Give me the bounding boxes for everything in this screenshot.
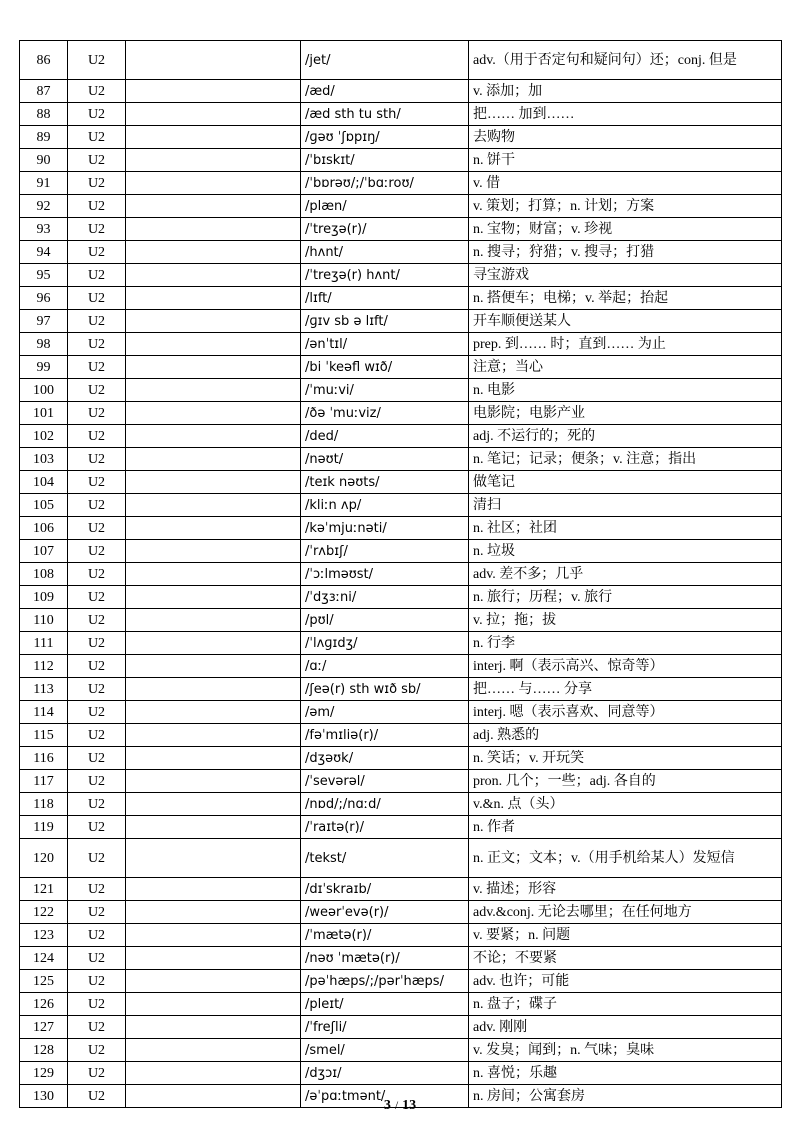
word-cell [126,747,301,770]
unit-cell: U2 [68,724,126,747]
row-number: 90 [20,149,68,172]
row-number: 124 [20,947,68,970]
meaning-cell: v. 发臭；闻到；n. 气味；臭味 [469,1039,782,1062]
word-cell [126,563,301,586]
meaning-cell: v. 借 [469,172,782,195]
unit-cell: U2 [68,1039,126,1062]
table-row [20,993,782,1016]
unit-cell: U2 [68,172,126,195]
row-number: 97 [20,310,68,333]
meaning-cell: v. 要紧；n. 问题 [469,924,782,947]
meaning-cell: adv.&conj. 无论去哪里；在任何地方 [469,901,782,924]
phonetic-cell: /smel/ [301,1039,469,1062]
table-row [20,425,782,448]
table-row [20,924,782,947]
word-cell [126,402,301,425]
word-cell [126,901,301,924]
table-row [20,356,782,379]
unit-cell: U2 [68,970,126,993]
row-number: 100 [20,379,68,402]
unit-cell: U2 [68,264,126,287]
meaning-cell: 清扫 [469,494,782,517]
word-cell [126,947,301,970]
table-row [20,172,782,195]
table-row [20,655,782,678]
unit-cell: U2 [68,924,126,947]
phonetic-cell: /ded/ [301,425,469,448]
meaning-cell: 把…… 与…… 分享 [469,678,782,701]
word-cell [126,632,301,655]
table-row [20,195,782,218]
row-number: 108 [20,563,68,586]
unit-cell: U2 [68,448,126,471]
row-number: 87 [20,80,68,103]
word-cell [126,724,301,747]
table-row [20,41,782,80]
table-row [20,586,782,609]
meaning-cell: n. 喜悦；乐趣 [469,1062,782,1085]
unit-cell: U2 [68,655,126,678]
row-number: 122 [20,901,68,924]
meaning-cell: adv. 差不多；几乎 [469,563,782,586]
table-row [20,878,782,901]
word-cell [126,471,301,494]
unit-cell: U2 [68,947,126,970]
phonetic-cell: /plæn/ [301,195,469,218]
table-row [20,970,782,993]
phonetic-cell: /teɪk nəʊts/ [301,471,469,494]
row-number: 125 [20,970,68,993]
row-number: 109 [20,586,68,609]
phonetic-cell: /ʃeə(r) sth wɪð sb/ [301,678,469,701]
row-number: 95 [20,264,68,287]
word-cell [126,448,301,471]
phonetic-cell: /ˈrʌbɪʃ/ [301,540,469,563]
table-row [20,218,782,241]
phonetic-cell: /dʒəʊk/ [301,747,469,770]
word-cell [126,149,301,172]
row-number: 102 [20,425,68,448]
phonetic-cell: /ɑː/ [301,655,469,678]
phonetic-cell: /pʊl/ [301,609,469,632]
unit-cell: U2 [68,517,126,540]
row-number: 113 [20,678,68,701]
unit-cell: U2 [68,1062,126,1085]
table-row [20,1016,782,1039]
word-cell [126,356,301,379]
word-cell [126,126,301,149]
word-cell [126,517,301,540]
meaning-cell: n. 搜寻；狩猎；v. 搜寻；打猎 [469,241,782,264]
unit-cell: U2 [68,310,126,333]
meaning-cell: adv. 刚刚 [469,1016,782,1039]
phonetic-cell: /jet/ [301,41,469,80]
word-cell [126,333,301,356]
phonetic-cell: /ðə ˈmuːviz/ [301,402,469,425]
word-cell [126,1039,301,1062]
vocabulary-table-body [20,41,782,1108]
table-row [20,149,782,172]
unit-cell: U2 [68,747,126,770]
phonetic-cell: /ˈbɪskɪt/ [301,149,469,172]
phonetic-cell: /ˈraɪtə(r)/ [301,816,469,839]
row-number: 89 [20,126,68,149]
meaning-cell: 把…… 加到…… [469,103,782,126]
phonetic-cell: /ˈfreʃli/ [301,1016,469,1039]
row-number: 86 [20,41,68,80]
unit-cell: U2 [68,471,126,494]
row-number: 115 [20,724,68,747]
table-row [20,103,782,126]
table-row [20,494,782,517]
phonetic-cell: /fəˈmɪliə(r)/ [301,724,469,747]
unit-cell: U2 [68,103,126,126]
table-row [20,126,782,149]
meaning-cell: v. 添加；加 [469,80,782,103]
table-row [20,609,782,632]
word-cell [126,241,301,264]
meaning-cell: pron. 几个；一些；adj. 各自的 [469,770,782,793]
phonetic-cell: /pleɪt/ [301,993,469,1016]
meaning-cell: n. 搭便车；电梯；v. 举起；抬起 [469,287,782,310]
word-cell [126,540,301,563]
unit-cell: U2 [68,149,126,172]
phonetic-cell: /ˈlʌɡɪdʒ/ [301,632,469,655]
meaning-cell: 注意；当心 [469,356,782,379]
word-cell [126,310,301,333]
row-number: 107 [20,540,68,563]
meaning-cell: n. 笔记；记录；便条；v. 注意；指出 [469,448,782,471]
unit-cell: U2 [68,609,126,632]
table-row [20,563,782,586]
unit-cell: U2 [68,126,126,149]
row-number: 91 [20,172,68,195]
unit-cell: U2 [68,241,126,264]
phonetic-cell: /weərˈevə(r)/ [301,901,469,924]
table-row [20,1062,782,1085]
unit-cell: U2 [68,793,126,816]
table-row [20,816,782,839]
unit-cell: U2 [68,540,126,563]
row-number: 103 [20,448,68,471]
word-cell [126,586,301,609]
word-cell [126,609,301,632]
word-cell [126,993,301,1016]
row-number: 130 [20,1085,68,1108]
table-row [20,839,782,878]
meaning-cell: interj. 啊（表示高兴、惊奇等） [469,655,782,678]
row-number: 117 [20,770,68,793]
phonetic-cell: /nəʊ ˈmætə(r)/ [301,947,469,970]
unit-cell: U2 [68,632,126,655]
phonetic-cell: /kliːn ʌp/ [301,494,469,517]
table-row [20,310,782,333]
table-row [20,793,782,816]
meaning-cell: 开车顺便送某人 [469,310,782,333]
row-number: 88 [20,103,68,126]
meaning-cell: adv. 也许；可能 [469,970,782,993]
meaning-cell: n. 旅行；历程；v. 旅行 [469,586,782,609]
table-row [20,1039,782,1062]
meaning-cell: n. 垃圾 [469,540,782,563]
page-number-current: 3 [383,1098,391,1113]
phonetic-cell: /ˈsevərəl/ [301,770,469,793]
phonetic-cell: /dʒɔɪ/ [301,1062,469,1085]
table-row [20,947,782,970]
word-cell [126,379,301,402]
phonetic-cell: /ɡɪv sb ə lɪft/ [301,310,469,333]
word-cell [126,924,301,947]
phonetic-cell: /nɒd/;/nɑːd/ [301,793,469,816]
word-cell [126,218,301,241]
row-number: 110 [20,609,68,632]
phonetic-cell: /tekst/ [301,839,469,878]
word-cell [126,41,301,80]
meaning-cell: 寻宝游戏 [469,264,782,287]
row-number: 128 [20,1039,68,1062]
phonetic-cell: /ənˈtɪl/ [301,333,469,356]
phonetic-cell: /ˈtreʒə(r)/ [301,218,469,241]
row-number: 119 [20,816,68,839]
phonetic-cell: /dɪˈskraɪb/ [301,878,469,901]
unit-cell: U2 [68,379,126,402]
meaning-cell: n. 房间；公寓套房 [469,1085,782,1108]
table-row [20,724,782,747]
row-number: 94 [20,241,68,264]
table-row [20,379,782,402]
table-row [20,333,782,356]
table-row [20,402,782,425]
word-cell [126,793,301,816]
phonetic-cell: /ɡəʊ ˈʃɒpɪŋ/ [301,126,469,149]
page-number-separator: / [394,1098,399,1112]
phonetic-cell: /æd/ [301,80,469,103]
row-number: 104 [20,471,68,494]
unit-cell: U2 [68,195,126,218]
table-row [20,901,782,924]
meaning-cell: interj. 嗯（表示喜欢、同意等） [469,701,782,724]
meaning-cell: adj. 不运行的；死的 [469,425,782,448]
word-cell [126,970,301,993]
phonetic-cell: /əˈpɑːtmənt/ [301,1085,469,1108]
unit-cell: U2 [68,839,126,878]
unit-cell: U2 [68,563,126,586]
phonetic-cell: /bi ˈkeəfl wɪð/ [301,356,469,379]
meaning-cell: v. 描述；形容 [469,878,782,901]
word-cell [126,839,301,878]
meaning-cell: n. 正文；文本；v.（用手机给某人）发短信 [469,839,782,878]
table-row [20,287,782,310]
table-row [20,540,782,563]
unit-cell: U2 [68,816,126,839]
row-number: 129 [20,1062,68,1085]
meaning-cell: n. 电影 [469,379,782,402]
word-cell [126,264,301,287]
meaning-cell: 不论；不要紧 [469,947,782,970]
row-number: 96 [20,287,68,310]
word-cell [126,494,301,517]
phonetic-cell: /ˈɔːlməʊst/ [301,563,469,586]
page-number-total: 13 [402,1098,417,1113]
unit-cell: U2 [68,1016,126,1039]
unit-cell: U2 [68,41,126,80]
word-cell [126,425,301,448]
row-number: 127 [20,1016,68,1039]
word-cell [126,287,301,310]
meaning-cell: n. 宝物；财富；v. 珍视 [469,218,782,241]
word-cell [126,80,301,103]
row-number: 118 [20,793,68,816]
table-row [20,471,782,494]
table-row [20,80,782,103]
unit-cell: U2 [68,586,126,609]
meaning-cell: adj. 熟悉的 [469,724,782,747]
meaning-cell: 去购物 [469,126,782,149]
phonetic-cell: /æd sth tu sth/ [301,103,469,126]
page-footer [0,1098,800,1114]
row-number: 116 [20,747,68,770]
table-row [20,678,782,701]
word-cell [126,701,301,724]
unit-cell: U2 [68,287,126,310]
meaning-cell: prep. 到…… 时；直到…… 为止 [469,333,782,356]
table-row [20,747,782,770]
row-number: 99 [20,356,68,379]
row-number: 114 [20,701,68,724]
meaning-cell: n. 社区；社团 [469,517,782,540]
unit-cell: U2 [68,878,126,901]
meaning-cell: n. 行李 [469,632,782,655]
unit-cell: U2 [68,218,126,241]
unit-cell: U2 [68,356,126,379]
row-number: 120 [20,839,68,878]
row-number: 105 [20,494,68,517]
word-cell [126,195,301,218]
row-number: 93 [20,218,68,241]
vocabulary-table [19,40,782,1108]
table-row [20,632,782,655]
unit-cell: U2 [68,333,126,356]
table-row [20,264,782,287]
unit-cell: U2 [68,678,126,701]
word-cell [126,770,301,793]
unit-cell: U2 [68,901,126,924]
unit-cell: U2 [68,1085,126,1108]
phonetic-cell: /ˈtreʒə(r) hʌnt/ [301,264,469,287]
meaning-cell: n. 作者 [469,816,782,839]
table-row [20,517,782,540]
phonetic-cell: /lɪft/ [301,287,469,310]
phonetic-cell: /hʌnt/ [301,241,469,264]
row-number: 92 [20,195,68,218]
meaning-cell: v.&n. 点（头） [469,793,782,816]
word-cell [126,678,301,701]
table-row [20,448,782,471]
unit-cell: U2 [68,425,126,448]
phonetic-cell: /ˈmuːvi/ [301,379,469,402]
phonetic-cell: /ˈbɒrəʊ/;/ˈbɑːroʊ/ [301,172,469,195]
row-number: 126 [20,993,68,1016]
table-row [20,701,782,724]
meaning-cell: n. 笑话；v. 开玩笑 [469,747,782,770]
word-cell [126,1016,301,1039]
row-number: 112 [20,655,68,678]
unit-cell: U2 [68,770,126,793]
word-cell [126,878,301,901]
row-number: 121 [20,878,68,901]
unit-cell: U2 [68,80,126,103]
meaning-cell: adv.（用于否定句和疑问句）还；conj. 但是 [469,41,782,80]
word-cell [126,816,301,839]
row-number: 101 [20,402,68,425]
word-cell [126,655,301,678]
unit-cell: U2 [68,701,126,724]
row-number: 123 [20,924,68,947]
unit-cell: U2 [68,993,126,1016]
unit-cell: U2 [68,494,126,517]
word-cell [126,172,301,195]
meaning-cell: 做笔记 [469,471,782,494]
phonetic-cell: /pəˈhæps/;/pərˈhæps/ [301,970,469,993]
meaning-cell: n. 盘子；碟子 [469,993,782,1016]
phonetic-cell: /ˈmætə(r)/ [301,924,469,947]
row-number: 111 [20,632,68,655]
word-cell [126,1062,301,1085]
word-cell [126,103,301,126]
phonetic-cell: /kəˈmjuːnəti/ [301,517,469,540]
meaning-cell: v. 拉；拖；拔 [469,609,782,632]
phonetic-cell: /ˈdʒɜːni/ [301,586,469,609]
phonetic-cell: /əm/ [301,701,469,724]
meaning-cell: n. 饼干 [469,149,782,172]
row-number: 106 [20,517,68,540]
phonetic-cell: /nəʊt/ [301,448,469,471]
table-row [20,241,782,264]
unit-cell: U2 [68,402,126,425]
row-number: 98 [20,333,68,356]
table-row [20,770,782,793]
meaning-cell: 电影院；电影产业 [469,402,782,425]
meaning-cell: v. 策划；打算；n. 计划；方案 [469,195,782,218]
